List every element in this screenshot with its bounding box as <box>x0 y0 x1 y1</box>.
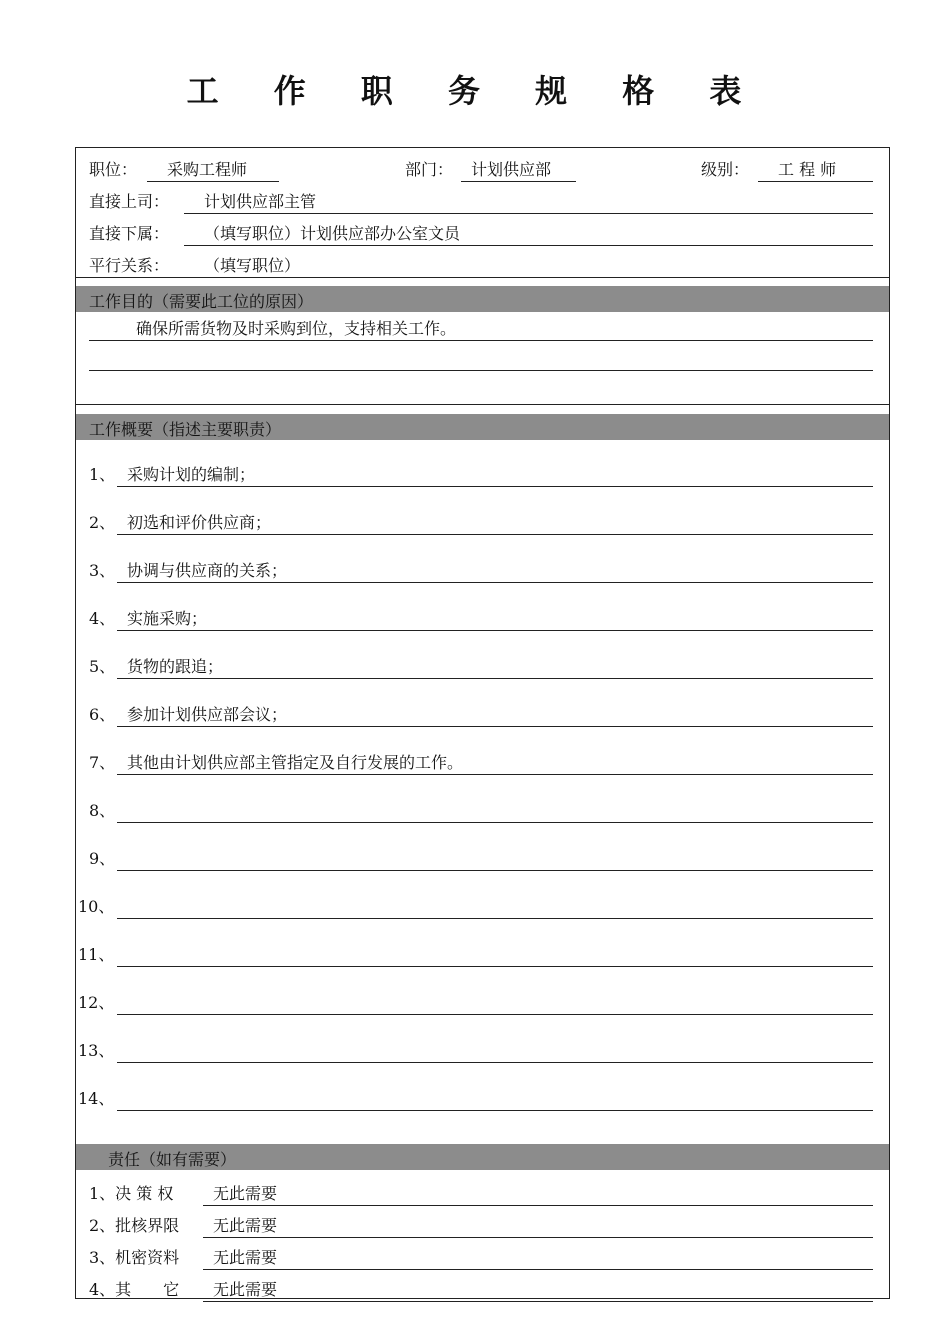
responsibility-label: 4、其 它 <box>89 1280 180 1299</box>
summary-item-number: 9、 <box>89 849 116 868</box>
parallel-field[interactable] <box>184 255 873 278</box>
responsibility-label: 2、批核界限 <box>89 1216 180 1235</box>
summary-item-number: 11、 <box>78 945 115 964</box>
section-divider <box>75 404 890 405</box>
summary-item-number: 6、 <box>89 705 116 724</box>
responsibility-field[interactable] <box>203 1279 873 1302</box>
subordinate-label: 直接下属： <box>89 224 170 243</box>
supervisor-label: 直接上司： <box>89 192 170 211</box>
summary-item-line[interactable] <box>117 896 873 919</box>
page-title: 工 作 职 务 规 格 表 <box>186 72 764 110</box>
position-label: 职位： <box>89 160 138 179</box>
summary-item-line[interactable] <box>117 608 873 631</box>
supervisor-field[interactable] <box>184 191 873 214</box>
summary-heading-band <box>76 414 889 440</box>
summary-item-line[interactable] <box>117 512 873 535</box>
supervisor-value: 计划供应部主管 <box>204 192 317 211</box>
summary-item-line[interactable] <box>117 704 873 727</box>
summary-item-number: 14、 <box>78 1089 115 1108</box>
summary-item-number: 8、 <box>89 801 116 820</box>
summary-item-text: 其他由计划供应部主管指定及自行发展的工作。 <box>127 753 464 772</box>
parallel-value: （填写职位） <box>204 256 301 275</box>
subordinate-value: （填写职位）计划供应部办公室文员 <box>204 224 461 243</box>
summary-item-line[interactable] <box>117 752 873 775</box>
summary-item-text <box>117 897 127 916</box>
responsibility-label: 3、机密资料 <box>89 1248 180 1267</box>
summary-item-number: 5、 <box>89 657 116 676</box>
purpose-line-2[interactable] <box>89 348 873 371</box>
summary-item-text: 实施采购； <box>127 609 208 628</box>
responsibility-value: 无此需要 <box>213 1248 278 1267</box>
summary-item-line[interactable] <box>117 560 873 583</box>
responsibility-label: 1、决 策 权 <box>89 1184 174 1203</box>
summary-item-number: 7、 <box>89 753 116 772</box>
level-label: 级别： <box>701 160 750 179</box>
summary-item-text: 协调与供应商的关系； <box>127 561 288 580</box>
summary-item-text: 货物的跟追； <box>127 657 224 676</box>
purpose-text: 确保所需货物及时采购到位，支持相关工作。 <box>136 319 457 338</box>
department-label: 部门： <box>405 160 454 179</box>
purpose-line-1[interactable] <box>89 318 873 341</box>
department-value: 计划供应部 <box>471 160 552 179</box>
position-field[interactable] <box>147 159 279 182</box>
department-field[interactable] <box>461 159 576 182</box>
level-field[interactable] <box>758 159 873 182</box>
summary-item-text: 参加计划供应部会议； <box>127 705 288 724</box>
summary-item-line[interactable] <box>117 848 873 871</box>
summary-heading: 工作概要（指述主要职责） <box>89 420 282 439</box>
summary-item-number: 3、 <box>89 561 116 580</box>
responsibility-heading: 责任（如有需要） <box>108 1150 237 1169</box>
summary-item-line[interactable] <box>117 656 873 679</box>
parallel-label: 平行关系： <box>89 256 170 275</box>
section-divider <box>75 277 890 278</box>
subordinate-field[interactable] <box>184 223 873 246</box>
responsibility-field[interactable] <box>203 1247 873 1270</box>
summary-item-number: 4、 <box>89 609 116 628</box>
summary-item-line[interactable] <box>117 1040 873 1063</box>
responsibility-value: 无此需要 <box>213 1216 278 1235</box>
position-value: 采购工程师 <box>167 160 248 179</box>
summary-item-text <box>117 945 127 964</box>
summary-item-text <box>117 1089 127 1108</box>
responsibility-value: 无此需要 <box>213 1280 278 1299</box>
summary-item-text <box>117 993 127 1012</box>
summary-item-number: 2、 <box>89 513 116 532</box>
summary-item-number: 12、 <box>78 993 115 1012</box>
summary-item-text <box>117 801 127 820</box>
summary-item-number: 10、 <box>78 897 115 916</box>
summary-item-number: 1、 <box>89 465 116 484</box>
summary-item-line[interactable] <box>117 800 873 823</box>
responsibility-heading-band <box>76 1144 889 1170</box>
responsibility-field[interactable] <box>203 1215 873 1238</box>
summary-item-line[interactable] <box>117 1088 873 1111</box>
purpose-heading-band <box>76 286 889 312</box>
summary-item-number: 13、 <box>78 1041 115 1060</box>
summary-item-text: 初选和评价供应商； <box>127 513 272 532</box>
responsibility-field[interactable] <box>203 1183 873 1206</box>
summary-item-line[interactable] <box>117 992 873 1015</box>
summary-item-text <box>117 849 127 868</box>
summary-item-text <box>117 1041 127 1060</box>
summary-item-text: 采购计划的编制； <box>127 465 256 484</box>
purpose-heading: 工作目的（需要此工位的原因） <box>89 292 314 311</box>
responsibility-value: 无此需要 <box>213 1184 278 1203</box>
summary-item-line[interactable] <box>117 464 873 487</box>
level-value: 工 程 师 <box>778 160 837 179</box>
summary-item-line[interactable] <box>117 944 873 967</box>
